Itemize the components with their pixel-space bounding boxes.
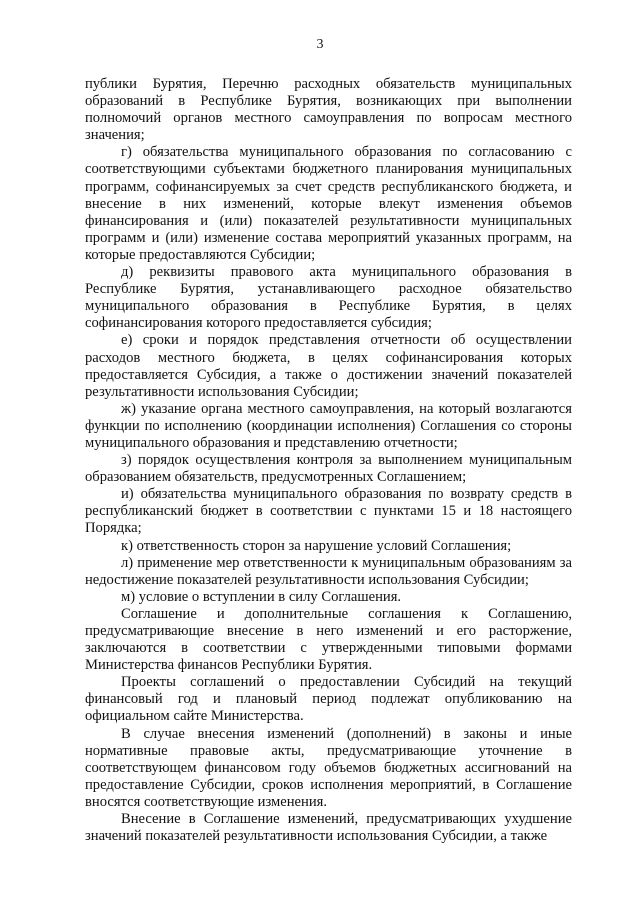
document-body	[85, 76, 572, 845]
paragraph-item-e: е) сроки и порядок представления отчетности об осуществлении расходов местного бюджета, в целях софинансирования которых предоставляется Субсидия, а также о достижении значений показателей результативности использования Субсидии;	[85, 332, 572, 400]
paragraph-item-k: к) ответственность сторон за нарушение условий Соглашения;	[121, 537, 512, 554]
paragraph-item-zh: ж) указание органа местного самоуправления, на который возлагаются функции по исполнению (координации исполнения) Соглашения со стороны муниципального образования и представлению отчетности;	[85, 400, 572, 451]
paragraph-law-changes: В случае внесения изменений (дополнений) в законы и иные нормативные правовые акты, предусматривающие уточнение в соответствующем финансовом году объемов бюджетных ассигнований на предоставление Субсидии, сроков исполнения мероприятий, в Соглашение вносятся соответствующие изменения.	[85, 725, 572, 810]
paragraph-item-d: д) реквизиты правового акта муниципального образования в Республике Бурятия, устанавливающего расходное обязательство муниципального образования в Республике Бурятия, в целях софинансирования которого предоставляется субсидия;	[85, 264, 572, 332]
paragraph-continuation: публики Бурятия, Перечню расходных обязательств муниципальных образований в Республике Бурятия, возникающих при выполнении полномочий органов местного самоуправления по вопросам местного значения;	[85, 76, 572, 144]
paragraph-item-g: г) обязательства муниципального образования по согласованию с соответствующими субъектами бюджетного планирования муниципальных программ, софинансируемых за счет средств республиканского бюджета, и внесение в них изменений, которые влекут изменения объемов финансирования и (или) показателей результативности муниципальных программ и (или) изменение состава мероприятий указанных программ, на которые предоставляются Субсидии;	[85, 144, 572, 263]
paragraph-item-z: з) порядок осуществления контроля за выполнением муниципальным образованием обязательств, предусмотренных Соглашением;	[85, 452, 572, 486]
page-number: 3	[316, 37, 324, 52]
paragraph-item-l: л) применение мер ответственности к муниципальным образованиям за недостижение показателей результативности использования Субсидии;	[85, 554, 572, 588]
paragraph-item-i: и) обязательства муниципального образования по возврату средств в республиканский бюджет в соответствии с пунктами 15 и 18 настоящего Порядка;	[85, 486, 572, 537]
paragraph-item-m: м) условие о вступлении в силу Соглашения.	[121, 588, 402, 605]
paragraph-draft-publication: Проекты соглашений о предоставлении Субсидий на текущий финансовый год и плановый период подлежат опубликованию на официальном сайте Министерства.	[85, 674, 572, 725]
paragraph-indicator-changes: Внесение в Соглашение изменений, предусматривающих ухудшение значений показателей результативности использования Субсидии, а также	[85, 811, 572, 845]
paragraph-agreement-forms: Соглашение и дополнительные соглашения к Соглашению, предусматривающие внесение в него изменений и его расторжение, заключаются в соответствии с утвержденными типовыми формами Министерства финансов Республики Бурятия.	[85, 605, 572, 674]
